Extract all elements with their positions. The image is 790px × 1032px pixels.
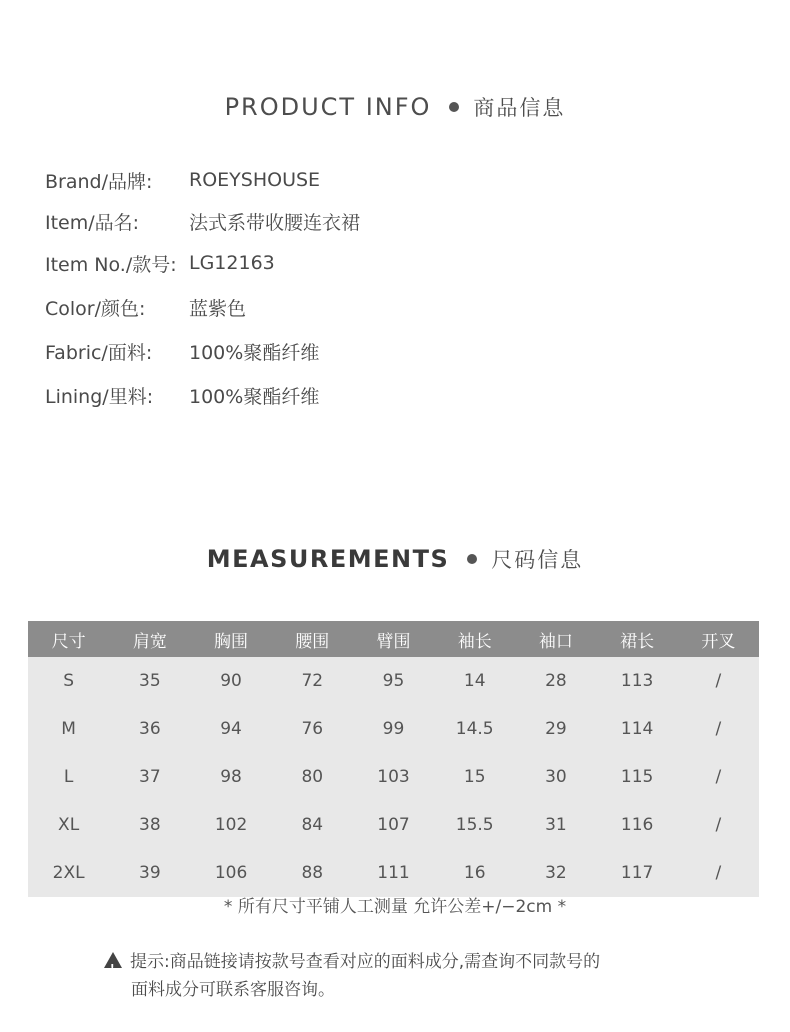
info-row-brand	[45, 166, 320, 194]
table-cell: S	[28, 657, 109, 705]
info-value: LG12163	[189, 252, 275, 274]
table-cell: 99	[353, 705, 434, 753]
table-cell: 103	[353, 753, 434, 801]
table-cell: 35	[109, 657, 190, 705]
info-value: 100%聚酯纤维	[189, 385, 320, 408]
table-cell: 107	[353, 801, 434, 849]
measurements-title-zh: 尺码信息	[491, 548, 584, 572]
info-label: Brand/品牌:	[45, 170, 153, 193]
table-cell: /	[678, 705, 759, 753]
header-sleeve-length: 袖长	[434, 621, 515, 657]
table-cell: 28	[515, 657, 596, 705]
info-row-item	[45, 207, 360, 235]
table-cell: 115	[597, 753, 678, 801]
table-row	[28, 801, 759, 849]
table-cell: 39	[109, 849, 190, 897]
header-shoulder: 肩宽	[109, 621, 190, 657]
tip-line-1: 提示:商品链接请按款号查看对应的面料成分,需查询不同款号的	[130, 952, 601, 972]
measurement-note: * 所有尺寸平铺人工测量 允许公差+/−2cm *	[223, 897, 567, 917]
bullet-dot	[449, 102, 459, 112]
table-cell: M	[28, 705, 109, 753]
table-cell: 106	[190, 849, 271, 897]
product-info-title	[0, 92, 790, 122]
measurements-title-en: MEASUREMENTS	[206, 545, 450, 573]
info-value: 蓝紫色	[189, 297, 247, 320]
table-cell: 15	[434, 753, 515, 801]
bullet-dot	[467, 554, 477, 564]
table-cell: 94	[190, 705, 271, 753]
table-cell: 114	[597, 705, 678, 753]
table-cell: 80	[272, 753, 353, 801]
tip-notice	[104, 948, 724, 1004]
size-chart-table	[28, 621, 759, 897]
table-cell: /	[678, 801, 759, 849]
info-label: Fabric/面料:	[45, 341, 153, 364]
table-cell: 16	[434, 849, 515, 897]
table-cell: 2XL	[28, 849, 109, 897]
header-dress-length: 裙长	[597, 621, 678, 657]
header-bust: 胸围	[190, 621, 271, 657]
measurements-title	[0, 544, 790, 574]
table-cell: 29	[515, 705, 596, 753]
table-cell: 72	[272, 657, 353, 705]
table-cell: 116	[597, 801, 678, 849]
table-cell: /	[678, 849, 759, 897]
table-cell: 102	[190, 801, 271, 849]
table-cell: 37	[109, 753, 190, 801]
table-cell: 14	[434, 657, 515, 705]
header-waist: 腰围	[272, 621, 353, 657]
info-value: 100%聚酯纤维	[189, 341, 320, 364]
table-cell: 98	[190, 753, 271, 801]
info-value: ROEYSHOUSE	[189, 169, 321, 191]
table-cell: 88	[272, 849, 353, 897]
info-label: Color/颜色:	[45, 297, 146, 320]
info-label: Item/品名:	[45, 211, 140, 234]
table-cell: 76	[272, 705, 353, 753]
warning-icon	[104, 952, 122, 968]
table-row	[28, 657, 759, 705]
table-cell: /	[678, 657, 759, 705]
table-cell: 113	[597, 657, 678, 705]
table-cell: 38	[109, 801, 190, 849]
info-label: Item No./款号:	[45, 253, 177, 276]
table-cell: 90	[190, 657, 271, 705]
header-arm: 臂围	[353, 621, 434, 657]
table-cell: /	[678, 753, 759, 801]
table-cell: 15.5	[434, 801, 515, 849]
header-size: 尺寸	[28, 621, 109, 657]
product-info-title-en: PRODUCT INFO	[224, 93, 432, 121]
info-value: 法式系带收腰连衣裙	[189, 211, 361, 234]
table-cell: 14.5	[434, 705, 515, 753]
info-row-color	[45, 293, 246, 321]
tip-line-2: 面料成分可联系客服咨询。	[131, 980, 335, 1000]
table-cell: 84	[272, 801, 353, 849]
table-cell: L	[28, 753, 109, 801]
product-info-title-zh: 商品信息	[473, 96, 566, 120]
table-cell: 95	[353, 657, 434, 705]
header-slit: 开叉	[678, 621, 759, 657]
info-row-item-no	[45, 249, 275, 277]
info-row-lining	[45, 381, 319, 409]
table-cell: 36	[109, 705, 190, 753]
table-cell: 31	[515, 801, 596, 849]
info-row-fabric	[45, 337, 319, 365]
table-cell: 111	[353, 849, 434, 897]
header-cuff: 袖口	[515, 621, 596, 657]
info-label: Lining/里料:	[45, 385, 154, 408]
table-cell: 32	[515, 849, 596, 897]
table-cell: 117	[597, 849, 678, 897]
table-row	[28, 849, 759, 897]
table-row	[28, 705, 759, 753]
table-cell: 30	[515, 753, 596, 801]
table-row	[28, 753, 759, 801]
table-header-row	[28, 621, 759, 657]
table-cell: XL	[28, 801, 109, 849]
